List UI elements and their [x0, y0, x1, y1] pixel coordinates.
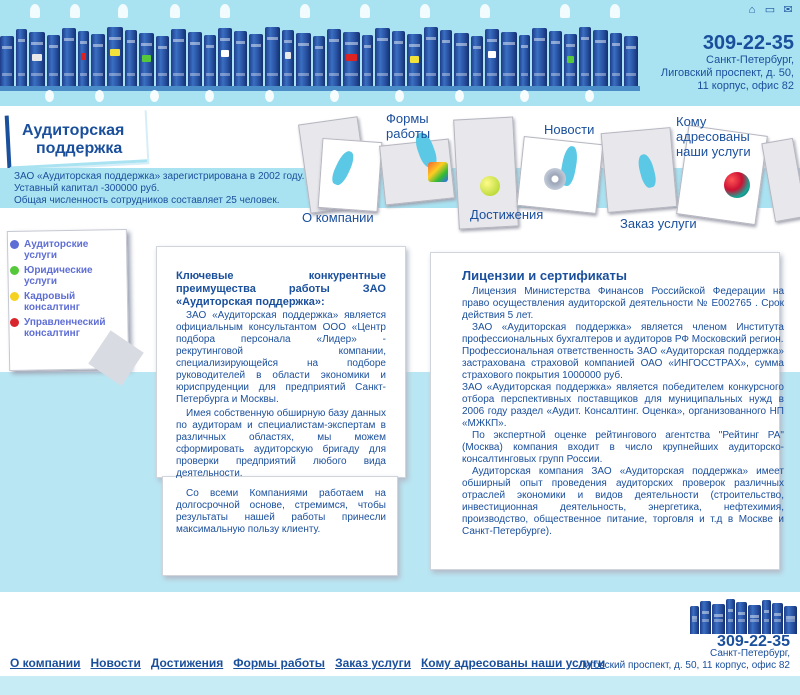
book-spine [296, 33, 311, 88]
sidebar-item-label: консалтинг [24, 302, 80, 313]
book-spine [454, 33, 469, 88]
intro-line: Уставный капитал -300000 руб. [14, 183, 160, 194]
book-spine [78, 31, 89, 88]
nav-link-order[interactable]: Заказ услуги [620, 216, 697, 231]
nav-label: адресованы [676, 129, 750, 144]
paragraph: ЗАО «Аудиторская поддержка» является победителем конкурсного отбора перспективных поставщиков для муниципальных нужд в 2006 году раздел «Аудит. Консалтинг. Оценка», организованного НП «МЖКП». [462, 382, 784, 429]
book-spine [519, 35, 531, 88]
page-icon[interactable]: ▭ [764, 4, 776, 16]
book-spine [375, 28, 390, 88]
address-line: Лиговский проспект, д. 50, [660, 67, 794, 79]
sidebar-item-label: Управленческий [24, 317, 106, 328]
intro-line: Общая численность сотрудников составляет 25 человек. [14, 195, 280, 206]
book-spine [392, 31, 405, 88]
nav-card [761, 138, 800, 222]
nav-label: Формы [386, 111, 429, 126]
mail-icon[interactable]: ✉ [783, 4, 793, 16]
footer-link-achievements[interactable]: Достижения [150, 656, 224, 670]
nav-label: работы [386, 126, 431, 141]
book-spine [564, 34, 578, 88]
book-spine [748, 605, 761, 634]
paragraph: Лицензия Министерства Финансов Российской Федерации на право осуществления аудиторской деятельности № Е002765 . Срок действия 5 лет. [462, 286, 784, 321]
book-label [81, 53, 86, 60]
sidebar-item-label: консалтинг [24, 328, 80, 339]
book-spine [532, 28, 547, 88]
paragraph: По экспертной оценке рейтингового агентства "Рейтинг РА" (Москва) компания входит в число крупнейших аудиторско-консалтинговых групп России. [462, 430, 784, 465]
nav-card [318, 138, 383, 212]
book-spine [125, 30, 137, 88]
footer-area [0, 592, 800, 652]
book-spine [62, 28, 77, 88]
address-line: Санкт-Петербург, [710, 648, 790, 659]
book-spine [772, 603, 783, 634]
book-spine [736, 602, 747, 634]
book-spine [188, 32, 202, 88]
book-spine [327, 29, 341, 88]
address-line: Лиговский проспект, д. 50, 11 корпус, офис 82 [578, 660, 790, 671]
book-spine [407, 34, 423, 88]
footer-nav [10, 656, 605, 670]
advantages-heading: Ключевые конкурентные преимущества работы ЗАО «Аудиторская поддержка»: [176, 270, 386, 308]
footer-link-order[interactable]: Заказ услуги [335, 656, 411, 670]
book-spine [784, 606, 797, 634]
bullet-icon [10, 292, 19, 301]
book-spine [343, 32, 360, 88]
licenses-heading: Лицензии и сертификаты [462, 268, 628, 283]
footer-link-whom[interactable]: Кому адресованы наши услуги [420, 656, 606, 670]
paragraph: Профессиональная ответственность ЗАО «Аудиторская поддержка» застрахована страховой компанией ОАО «ИНГОССТРАХ», сумма страхового покрытия 1000000 руб. [462, 346, 784, 381]
paragraph: Со всеми Компаниями работаем на долгосрочной основе, стремимся, чтобы результаты нашей работы принесли максимальную пользу клиенту. [176, 488, 386, 535]
paragraph: ЗАО «Аудиторская поддержка» является членом Института профессиональных бухгалтеров и аудиторов РФ Московский регион. [462, 322, 784, 345]
footer-phone: 309-22-35 [717, 633, 790, 650]
logo-line: поддержка [36, 140, 123, 157]
book-spine [139, 33, 154, 88]
cooperation-text [176, 488, 386, 536]
book-label [567, 56, 575, 63]
book-spine [362, 35, 374, 88]
footer-link-forms[interactable]: Формы работы [233, 656, 326, 670]
book-spine [16, 29, 28, 88]
book-spine [690, 606, 699, 634]
licenses-text [462, 286, 784, 538]
book-spine [265, 27, 281, 88]
disc-icon [544, 168, 566, 190]
nav-link-forms[interactable] [386, 111, 430, 141]
bullet-icon [10, 240, 19, 249]
book-spine [218, 28, 233, 88]
paragraph: Аудиторская компания ЗАО «Аудиторская поддержка» имеет обширный опыт проведения аудиторских проверок различных отраслей экономики и видов деятельности (строительство, инвестиционная деятельность, энергетика, нефтехимия, производство, общественное питание, торговля и т.д в Москве и Санкт-Петербурге). [462, 466, 784, 537]
bookshelf-image [0, 24, 640, 88]
book-spine [712, 604, 725, 634]
logo[interactable] [22, 122, 124, 158]
book-spine [700, 601, 711, 634]
nav-link-about[interactable]: О компании [302, 210, 374, 225]
nav-label: Кому [676, 114, 707, 129]
address-line: Санкт-Петербург, [706, 54, 794, 66]
book-spine [204, 35, 216, 88]
book-spine [91, 34, 105, 88]
footer-address [578, 648, 790, 672]
book-spine [47, 35, 60, 88]
home-icon[interactable]: ⌂ [748, 4, 756, 16]
logo-line: Аудиторская [22, 122, 125, 139]
intro-text [14, 171, 304, 207]
book-spine [471, 36, 484, 88]
nav-link-news[interactable]: Новости [544, 122, 595, 137]
book-spine [29, 32, 45, 88]
top-icon-bar [746, 4, 794, 16]
paragraph: Имея собственную обширную базу данных по аудиторам и специалистам-экспертам в различных областях, мы можем сформировать аудиторскую бригаду для проверки предприятий любого вида деятельности. [176, 408, 386, 479]
footer-link-news[interactable]: Новости [90, 656, 141, 670]
sidebar-item-label: услуги [24, 250, 57, 261]
nav-label: наши услуги [676, 144, 751, 159]
book-spine [107, 27, 124, 88]
book-spine [579, 27, 591, 88]
paragraph: ЗАО «Аудиторская поддержка» является официальным консультантом ООО «Центр подбора персонала «Лидер» - рекрутинговой компании, специализирующейся на подборе руководителей в области экономики и юриспруденции для предприятий Санкт-Петербурга и Москвы. [176, 310, 386, 405]
footer-bookshelf-image [690, 594, 800, 634]
footer-bottom-strip [0, 676, 800, 695]
book-spine [440, 30, 452, 88]
book-label [285, 52, 291, 59]
book-label [32, 54, 42, 61]
book-spine [156, 36, 169, 88]
book-spine [171, 29, 187, 88]
book-spine [762, 600, 771, 634]
book-spine [249, 34, 263, 88]
address-line: 11 корпус, офис 82 [697, 80, 794, 92]
sidebar-item-label: Юридические [24, 265, 93, 276]
footer-link-about[interactable]: О компании [10, 656, 81, 670]
nav-link-achievements[interactable]: Достижения [470, 207, 544, 222]
advantages-text [176, 310, 386, 482]
book-label [221, 50, 230, 57]
book-spine [0, 36, 14, 88]
cube-icon [428, 162, 448, 182]
book-spine [234, 31, 247, 88]
book-spine [313, 36, 326, 88]
sidebar-item-label: Кадровый [24, 291, 76, 302]
balls-icon [724, 172, 750, 198]
book-spine [549, 31, 562, 88]
header-address [594, 54, 794, 93]
book-label [488, 51, 496, 58]
nav-link-whom[interactable] [676, 114, 751, 159]
book-spine [501, 32, 517, 88]
book-label [346, 54, 357, 61]
book-spine [726, 599, 735, 634]
book-spine [485, 29, 499, 88]
music-notes-decoration [0, 0, 640, 24]
bullet-icon [10, 318, 19, 327]
intro-line: ЗАО «Аудиторская поддержка» зарегистрирована в 2002 году. [14, 171, 305, 182]
book-spine [282, 30, 294, 88]
book-label [142, 55, 151, 62]
apple-icon [480, 176, 500, 196]
book-label [110, 49, 121, 56]
book-label [410, 56, 420, 63]
sidebar-item-label: Аудиторские [24, 239, 89, 250]
book-spine [424, 27, 438, 88]
sidebar-item-label: услуги [24, 276, 57, 287]
header-phone: 309-22-35 [702, 32, 794, 54]
bullet-icon [10, 266, 19, 275]
